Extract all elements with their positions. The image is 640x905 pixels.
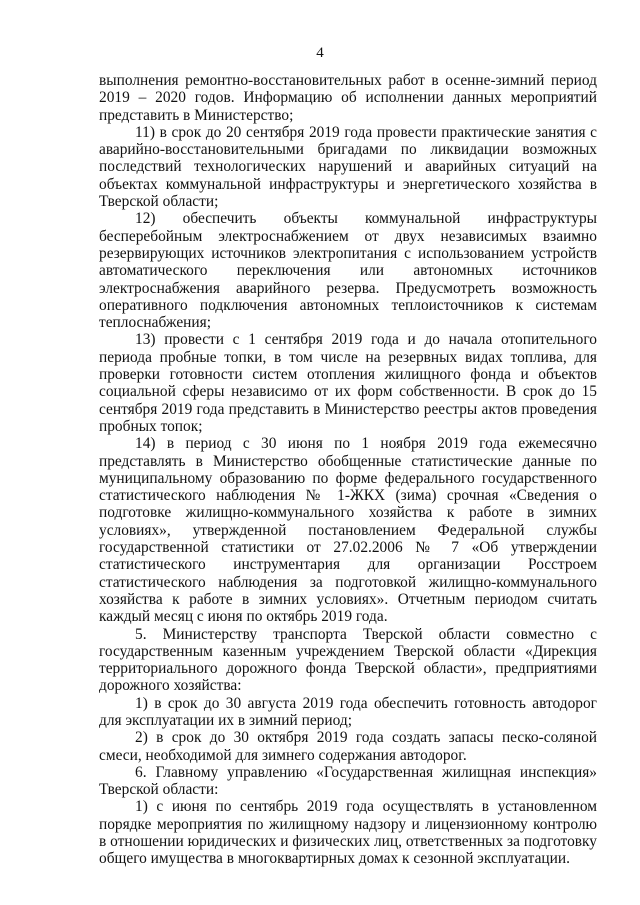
paragraph-section-6: 6. Главному управлению «Государственная жилищная инспекция» Тверской области: bbox=[99, 763, 597, 799]
page-number: 4 bbox=[316, 45, 324, 61]
paragraph-item-13: 13) провести с 1 сентября 2019 года и до начала отопительного периода пробные топки, в том числе на резервных видах топлива, для проверки готовности систем отопления жилищного фонда и объектов социальной сферы независимо от их форм собственности. В срок до 15 сентября 2019 года представить в Министерство реестры актов проведения пробных топок; bbox=[99, 331, 597, 435]
paragraph-continuation: выполнения ремонтно-восстановительных работ в осенне-зимний период 2019 – 2020 годов. Информацию об исполнении данных мероприятий представить в Министерство; bbox=[99, 72, 597, 124]
paragraph-section-5-item-1: 1) в срок до 30 августа 2019 года обеспечить готовность автодорог для эксплуатации их в зимний период; bbox=[99, 694, 597, 729]
paragraph-item-11: 11) в срок до 20 сентября 2019 года провести практические занятия с аварийно-восстановительными бригадами по ликвидации возможных последствий технологических нарушений и аварийных ситуаций на объектах коммунальной инфраструктуры и энергетического хозяйства в Тверской области; bbox=[99, 123, 597, 211]
paragraph-section-5: 5. Министерству транспорта Тверской области совместно с государственным казенным учреждением Тверской области «Дирекция территориального дорожного фонда Тверской области», предприятиями дорожного хозяйства: bbox=[99, 625, 597, 695]
paragraph-section-5-item-2: 2) в срок до 30 октября 2019 года создать запасы песко-соляной смеси, необходимой для зимнего содержания автодорог. bbox=[99, 729, 597, 764]
paragraph-item-14: 14) в период с 30 июня по 1 ноября 2019 года ежемесячно представлять в Министерство обобщенные статистические данные по муниципальному образованию по форме федерального государственного статистического наблюдения № 1-ЖКХ (зима) срочная «Сведения о подготовке жилищно-коммунального хозяйства к работе в зимних условиях», утвержденной постановлением Федеральной службы государственной статистики от 27.02.2006 № 7 «Об утверждении статистического инструментария для организации Росстроем статистического наблюдения за подготовкой жилищно-коммунального хозяйства к работе в зимних условиях». Отчетным периодом считать каждый месяц с июня по октябрь 2019 года. bbox=[99, 435, 597, 626]
paragraph-item-12: 12) обеспечить объекты коммунальной инфраструктуры бесперебойным электроснабжением от двух независимых взаимно резервирующих источников электропитания с использованием устройств автоматического переключения или автономных источников электроснабжения аварийного резерва. Предусмотреть возможность оперативного подключения автономных теплоисточников к системам теплоснабжения; bbox=[99, 210, 597, 332]
document-body bbox=[99, 72, 597, 868]
paragraph-section-6-item-1: 1) с июня по сентябрь 2019 года осуществлять в установленном порядке мероприятия по жилищному надзору и лицензионному контролю в отношении юридических и физических лиц, ответственных за подготовку общего имущества в многоквартирных домах к сезонной эксплуатации. bbox=[99, 798, 597, 868]
